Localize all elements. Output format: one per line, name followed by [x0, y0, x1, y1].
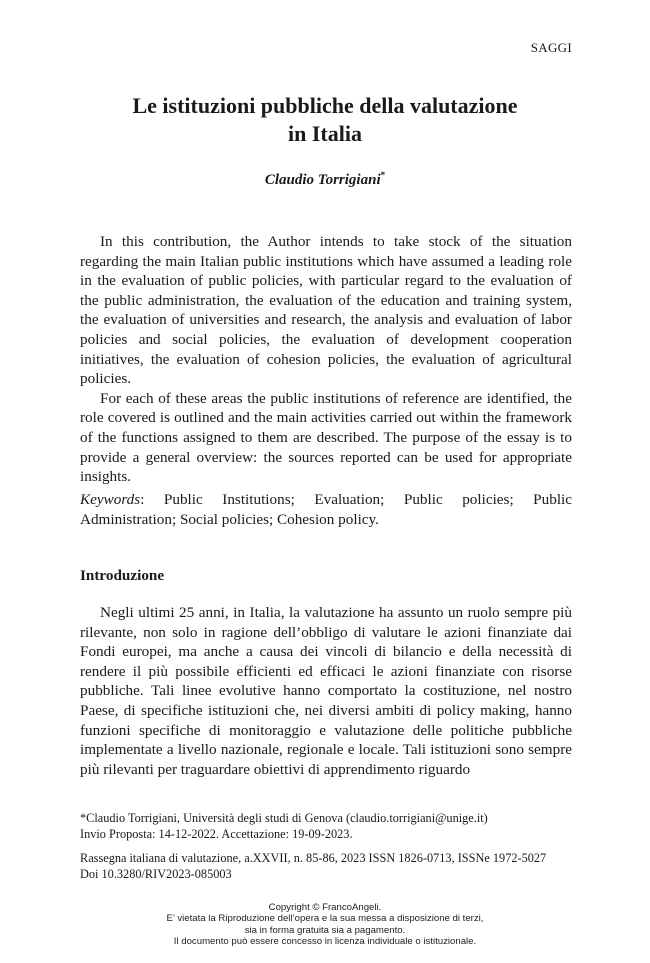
author-name: Claudio Torrigiani [264, 172, 381, 188]
copyright-line-4: Il documento può essere concesso in licenza individuale o istituzionale. [173, 936, 477, 948]
copyright-notice [80, 902, 570, 948]
introduction-paragraph: Negli ultimi 25 anni, in Italia, la valutazione ha assunto un ruolo sempre più rilevante, non solo in ragione dell’obbligo di valutare le azioni finanziate dai Fondi europei, ma anche a causa dei vincoli di bilancio e della necessità di rendere il più possibile efficienti ed efficaci le azioni finanziate con risorse pubbliche. Tali linee evolutive hanno comportato la costituzione, nel nostro Paese, di specifiche istituzioni che, nei diversi ambiti di policy making, hanno funzioni specifiche di monitoraggio e valutazione delle politiche pubbliche implementate a livello nazionale, regionale e locale. Tali istituzioni sono sempre più rilevanti per traguardare obiettivi di apprendimento riguardo [80, 604, 572, 778]
keywords-text: : Public Institutions; Evaluation; Public policies; Public Administration; Social policies; Cohesion policy. [80, 491, 572, 528]
author-byline [80, 170, 570, 189]
copyright-line-3: sia in forma gratuita sia a pagamento. [244, 924, 406, 936]
author-footnote-marker: * [380, 170, 386, 180]
footnote-affiliation: *Claudio Torrigiani, Università degli studi di Genova (claudio.torrigiani@unige.it) [80, 811, 488, 825]
title-line-2: in Italia [288, 121, 362, 146]
article-title [80, 92, 570, 148]
footnotes [80, 810, 572, 882]
section-heading: Introduzione [80, 567, 165, 584]
footnote-dates: Invio Proposta: 14-12-2022. Accettazione: 19-09-2023. [80, 827, 353, 841]
keywords-label: Keywords [80, 491, 141, 508]
abstract-paragraph-1: In this contribution, the Author intends to take stock of the situation regarding the main Italian public institutions which have assumed a leading role in the evaluation of public policies, with particular regard to the evaluation of the public administration, the evaluation of the education and training system, the evaluation of universities and research, the analysis and evaluation of labor policies and social policies, the evaluation of development cooperation initiatives, the evaluation of cohesion policies, the evaluation of agricultural policies. [80, 233, 572, 388]
copyright-line-1: Copyright © FrancoAngeli. [268, 902, 382, 913]
abstract [80, 232, 572, 487]
copyright-line-2: E’ vietata la Riproduzione dell’opera e la sua messa a disposizione di terzi, [166, 913, 484, 925]
running-head: SAGGI [530, 40, 572, 55]
keywords [80, 490, 572, 529]
footnote-journal: Rassegna italiana di valutazione, a.XXVII, n. 85-86, 2023 ISSN 1826-0713, ISSNe 1972-5027 [80, 851, 547, 865]
title-line-1: Le istituzioni pubbliche della valutazione [132, 93, 518, 118]
abstract-paragraph-2: For each of these areas the public institutions of reference are identified, the role covered is outlined and the main activities carried out within the framework of the functions assigned to them are described. The purpose of the essay is to provide a general overview: the sources reported can be used for appropriate insights. [80, 389, 572, 486]
footnote-doi: Doi 10.3280/RIV2023-085003 [80, 867, 232, 881]
